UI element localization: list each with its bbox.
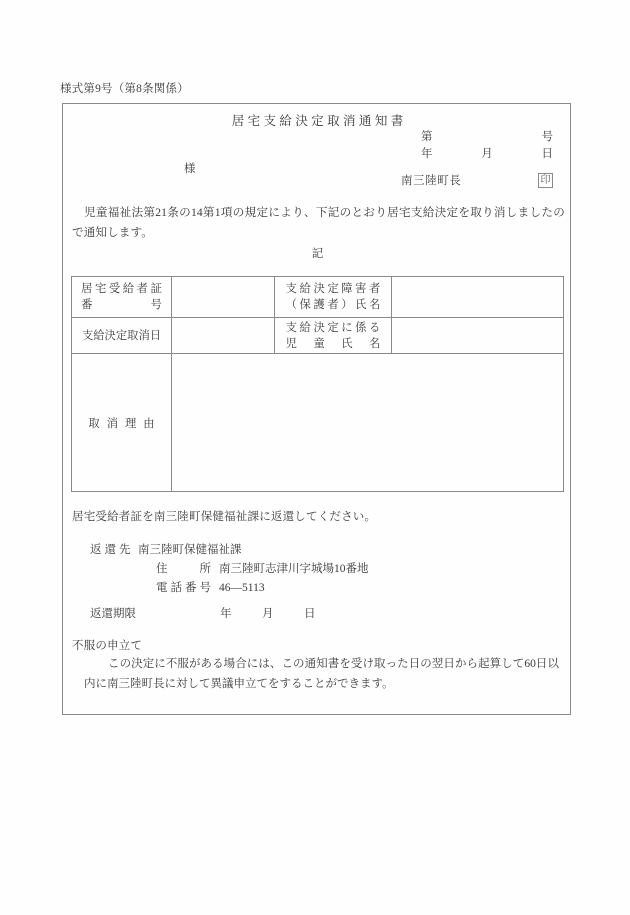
child-name-input[interactable] bbox=[392, 318, 564, 354]
return-phone-value: 46—5113 bbox=[219, 582, 265, 594]
child-name-label bbox=[275, 318, 392, 354]
table-row bbox=[72, 277, 564, 318]
document-number-row bbox=[421, 129, 553, 146]
deadline-year-label: 年 bbox=[220, 608, 232, 620]
date-month-label: 月 bbox=[481, 148, 493, 160]
number-label: 第 bbox=[421, 131, 433, 143]
cert-number-label-line2: 番 号 bbox=[81, 299, 165, 311]
cert-number-label bbox=[72, 277, 172, 318]
document-date-row bbox=[421, 146, 553, 163]
return-address-value: 南三陸町志津川字城場10番地 bbox=[219, 563, 369, 575]
cancel-reason-label: 取消理由 bbox=[72, 354, 172, 492]
deadline-month-label: 月 bbox=[262, 608, 274, 620]
document-frame bbox=[62, 103, 571, 715]
appeal-section-body: この決定に不服がある場合には、この通知書を受け取った日の翌日から起算して60日以内に南三陸町長に対して異議申立てをすることができます。 bbox=[84, 658, 559, 690]
number-unit: 号 bbox=[541, 131, 553, 143]
recipient-name-input[interactable] bbox=[392, 277, 564, 318]
number-date-block bbox=[421, 129, 553, 163]
cert-number-label-line1: 居宅受給者証 bbox=[81, 283, 165, 295]
return-destination-block bbox=[72, 541, 369, 598]
issuer-line bbox=[401, 172, 553, 188]
cert-number-input[interactable] bbox=[172, 277, 275, 318]
cancel-date-label: 支給決定取消日 bbox=[72, 318, 172, 354]
return-phone-line bbox=[72, 579, 369, 598]
child-name-label-line2: 児 童 氏 名 bbox=[285, 337, 383, 350]
return-phone-label: 電話番号 bbox=[156, 582, 214, 594]
body-paragraph: 児童福祉法第21条の14第1項の規定により、下記のとおり居宅支給決定を取り消しましたので通知します。 bbox=[72, 206, 565, 239]
recipient-name-label-line1: 支給決定障害者 bbox=[285, 283, 383, 295]
return-destination-value: 南三陸町保健福祉課 bbox=[138, 544, 242, 556]
return-deadline-label: 返還期限 bbox=[90, 608, 136, 620]
table-row bbox=[72, 354, 564, 492]
decision-table bbox=[71, 276, 564, 492]
return-destination-label: 返還先 bbox=[90, 544, 134, 556]
date-year-label: 年 bbox=[421, 148, 433, 160]
return-address-label: 住 所 bbox=[156, 563, 214, 575]
table-row bbox=[72, 318, 564, 354]
appeal-section-title: 不服の申立て bbox=[72, 640, 143, 652]
deadline-day-label: 日 bbox=[304, 608, 316, 620]
recipient-name-label-line2: （保護者）氏名 bbox=[285, 299, 383, 311]
addressee-suffix: 様 bbox=[184, 163, 196, 175]
issuer-name: 南三陸町長 bbox=[401, 175, 462, 187]
seal-icon: 印 bbox=[538, 173, 553, 188]
document-title: 居宅支給決定取消通知書 bbox=[231, 114, 407, 128]
cancel-date-input[interactable] bbox=[172, 318, 275, 354]
recipient-name-label bbox=[275, 277, 392, 318]
form-number-label: 様式第9号（第8条関係） bbox=[60, 83, 189, 95]
return-destination-line bbox=[72, 541, 369, 560]
return-address-line bbox=[72, 560, 369, 579]
cancel-reason-input[interactable] bbox=[172, 354, 564, 492]
return-notice: 居宅受給者証を南三陸町保健福祉課に返還してください。 bbox=[72, 511, 377, 523]
return-deadline-line bbox=[72, 605, 316, 621]
child-name-label-line1: 支給決定に係る bbox=[285, 321, 383, 334]
ki-marker: 記 bbox=[311, 248, 324, 260]
date-day-label: 日 bbox=[541, 148, 553, 160]
